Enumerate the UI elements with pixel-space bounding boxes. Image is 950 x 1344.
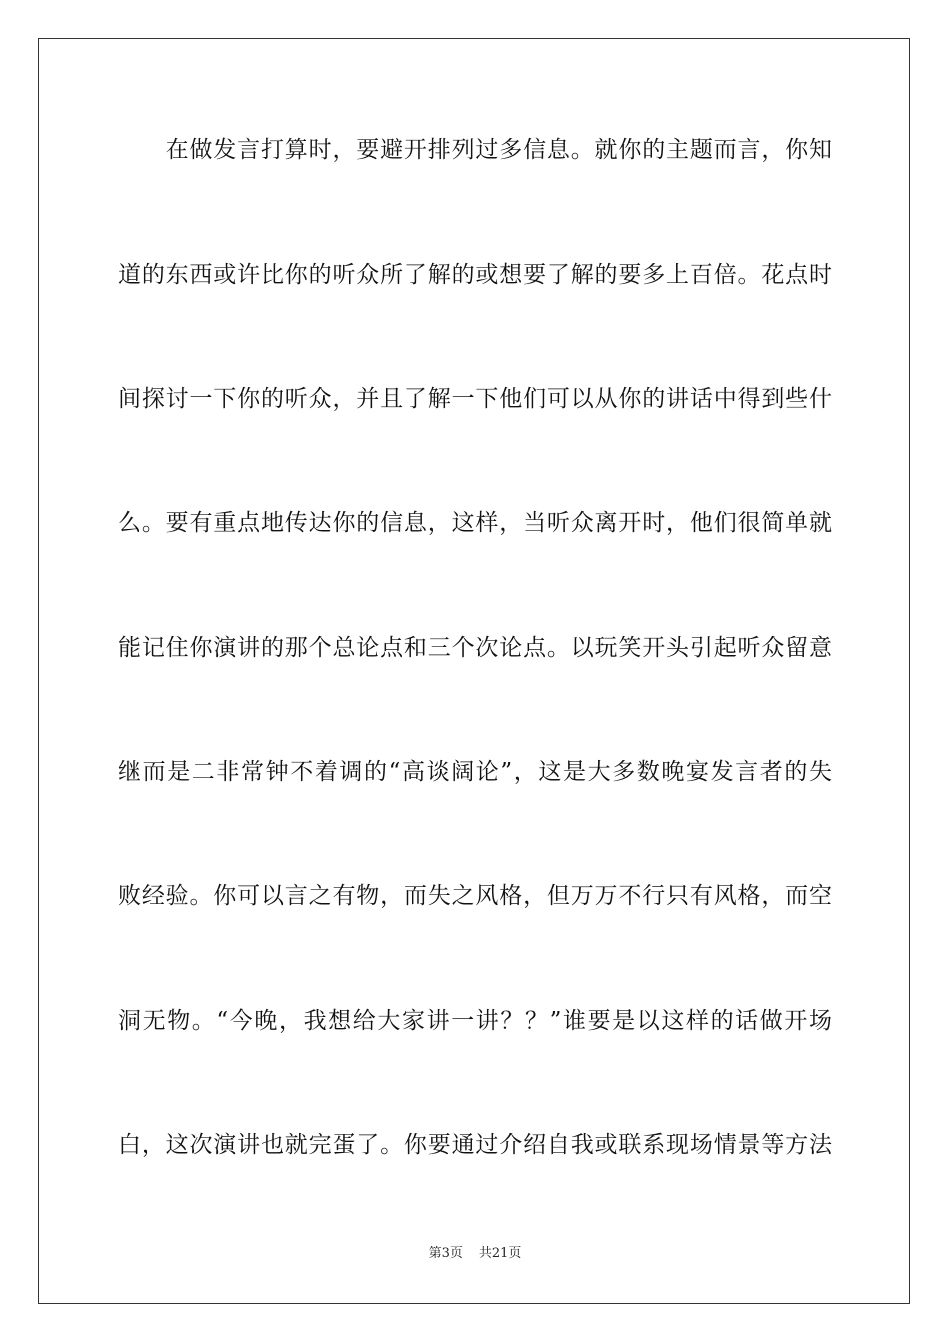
body-text-line-5: 能记住你演讲的那个总论点和三个次论点。以玩笑开头引起听众留意 bbox=[118, 635, 832, 661]
body-text-line-2: 道的东西或许比你的听众所了解的或想要了解的要多上百倍。花点时 bbox=[118, 262, 832, 288]
body-text-line-6: 继而是二非常钟不着调的“高谈阔论”，这是大多数晚宴发言者的失 bbox=[118, 759, 832, 785]
body-text-line-9: 白，这次演讲也就完蛋了。你要通过介绍自我或联系现场情景等方法 bbox=[118, 1132, 832, 1158]
body-text-line-1: 在做发言打算时，要避开排列过多信息。就你的主题而言，你知 bbox=[118, 137, 832, 163]
page-number: 第3页 bbox=[428, 1246, 463, 1261]
body-text-line-7: 败经验。你可以言之有物，而失之风格，但万万不行只有风格，而空 bbox=[118, 883, 832, 909]
page-footer bbox=[0, 1246, 950, 1262]
page-border bbox=[38, 38, 910, 1304]
page-total: 共21页 bbox=[478, 1246, 522, 1261]
body-text-line-4: 么。要有重点地传达你的信息，这样，当听众离开时，他们很简单就 bbox=[118, 510, 832, 536]
body-text-line-3: 间探讨一下你的听众，并且了解一下他们可以从你的讲话中得到些什 bbox=[118, 386, 832, 412]
body-text-line-8: 洞无物。“今晚，我想给大家讲一讲？？”谁要是以这样的话做开场 bbox=[118, 1008, 832, 1034]
